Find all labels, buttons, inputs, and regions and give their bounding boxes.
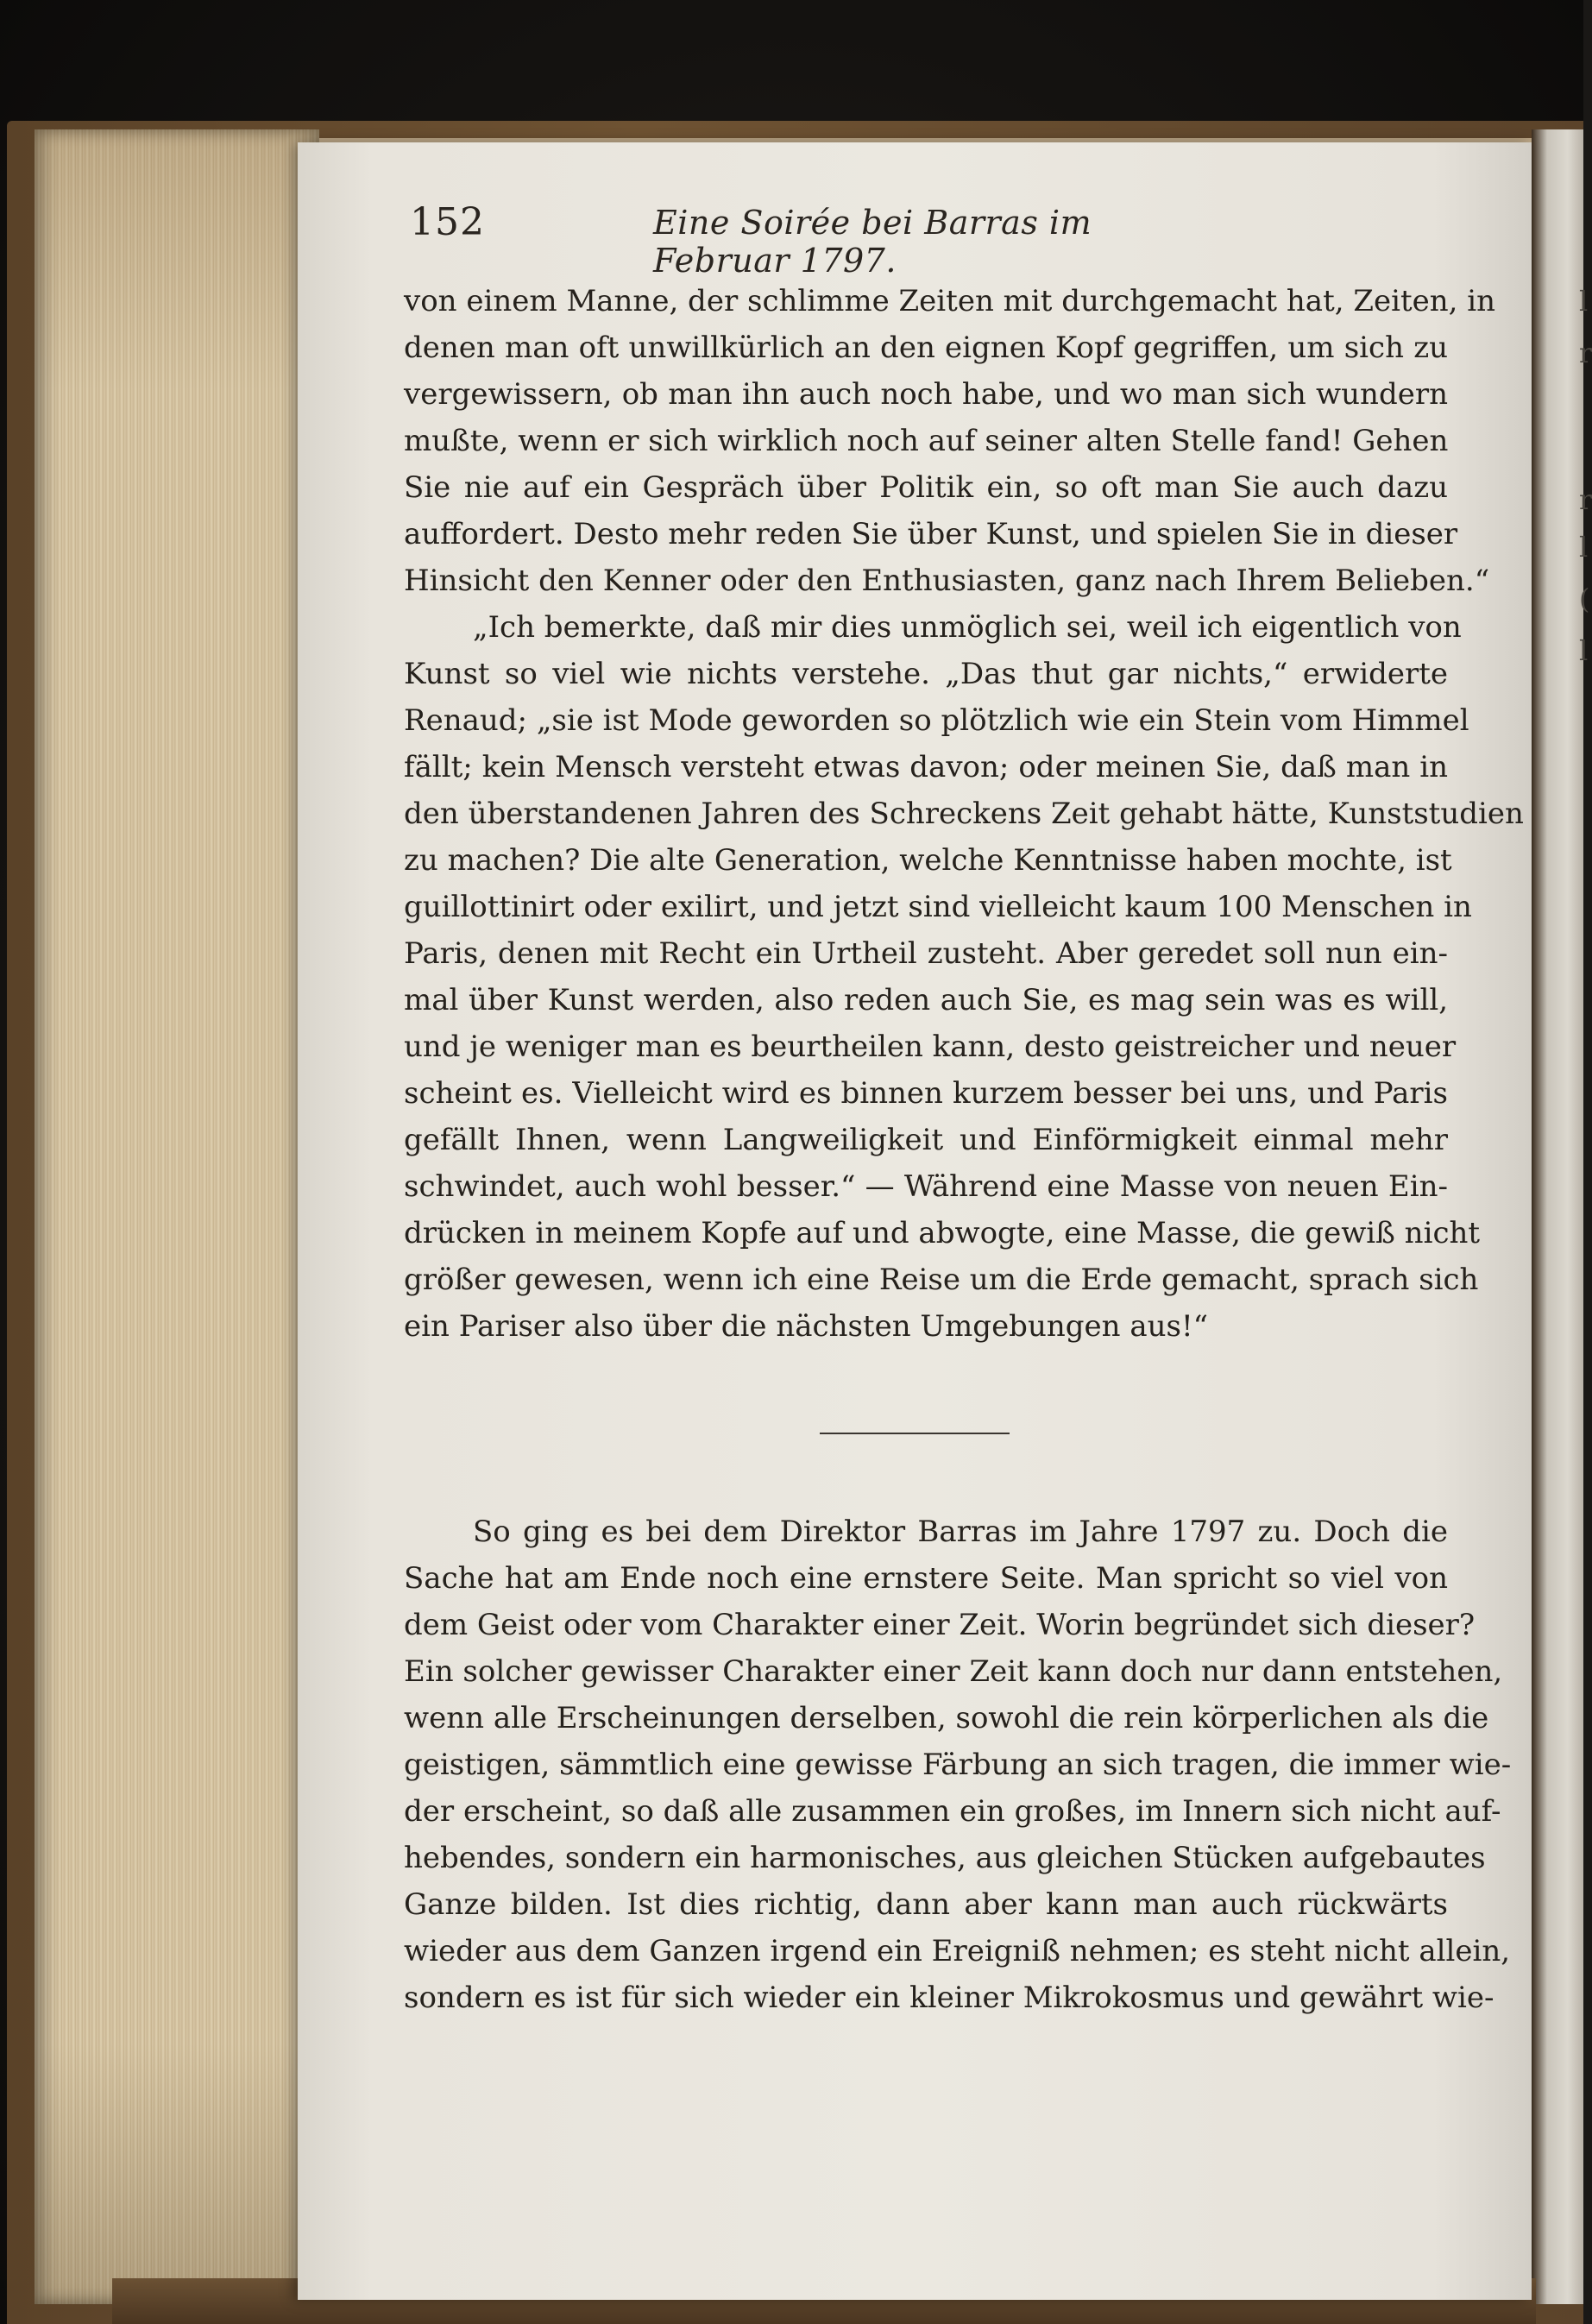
page-number: 152 xyxy=(410,200,485,244)
text-line: drücken in meinem Kopfe auf und abwogte, eine Masse, die gewiß nicht xyxy=(404,1216,1481,1250)
text-line: Sie nie auf ein Gespräch über Politik ein, so oft man Sie auch dazu xyxy=(404,470,1448,505)
text-line: auffordert. Desto mehr reden Sie über Kunst, und spielen Sie in dieser xyxy=(404,517,1458,551)
text-line: Hinsicht den Kenner oder den Enthusiasten, ganz nach Ihrem Belieben.“ xyxy=(404,564,1490,598)
text-line: mußte, wenn er sich wirklich noch auf seiner alten Stelle fand! Gehen xyxy=(404,424,1449,458)
section-divider xyxy=(820,1433,1010,1434)
running-head: Eine Soirée bei Barras im Februar 1797. xyxy=(653,204,1092,280)
text-line: Sache hat am Ende noch eine ernstere Seite. Man spricht so viel von xyxy=(404,1561,1448,1596)
margin-glyph: l xyxy=(1579,285,1589,318)
text-line: Renaud; „sie ist Mode geworden so plötzlich wie ein Stein vom Himmel xyxy=(404,703,1469,738)
next-page-edge xyxy=(1532,129,1583,2304)
margin-glyph: r xyxy=(1579,337,1592,369)
page-header xyxy=(410,200,1217,280)
margin-glyph: r xyxy=(1579,483,1592,516)
text-line: dem Geist oder vom Charakter einer Zeit. Worin begründet sich dieser? xyxy=(404,1608,1476,1642)
page-edges-shade xyxy=(35,129,319,2304)
margin-glyph: l xyxy=(1579,634,1589,667)
text-line: geistigen, sämmtlich eine gewisse Färbung an sich tragen, die immer wie- xyxy=(404,1748,1512,1782)
text-line: mal über Kunst werden, also reden auch Sie, es mag sein was es will, xyxy=(404,983,1448,1017)
text-line: ein Pariser also über die nächsten Umgebungen aus!“ xyxy=(404,1309,1208,1344)
text-line: größer gewesen, wenn ich eine Reise um die Erde gemacht, sprach sich xyxy=(404,1263,1479,1297)
text-line: und je weniger man es beurtheilen kann, desto geistreicher und neuer xyxy=(404,1030,1457,1064)
text-line: denen man oft unwillkürlich an den eignen Kopf gegriffen, um sich zu xyxy=(404,331,1448,365)
text-line: Ganze bilden. Ist dies richtig, dann aber kann man auch rückwärts xyxy=(404,1887,1448,1922)
text-line: zu machen? Die alte Generation, welche Kenntnisse haben mochte, ist xyxy=(404,843,1452,878)
text-line: der erscheint, so daß alle zusammen ein großes, im Innern sich nicht auf- xyxy=(404,1794,1501,1829)
text-line: wenn alle Erscheinungen derselben, sowohl die rein körperlichen als die xyxy=(404,1701,1489,1735)
margin-glyph: ( xyxy=(1579,583,1590,615)
text-line: von einem Manne, der schlimme Zeiten mit durchgemacht hat, Zeiten, in xyxy=(404,284,1496,318)
paragraph-2 xyxy=(404,1508,1512,2021)
text-line: „Ich bemerkte, daß mir dies unmöglich sei, weil ich eigentlich von xyxy=(473,610,1462,645)
margin-glyph: l xyxy=(1579,531,1589,564)
paragraph-1 xyxy=(404,278,1524,1350)
text-line: vergewissern, ob man ihn auch noch habe, und wo man sich wundern xyxy=(404,377,1448,412)
text-line: sondern es ist für sich wieder ein kleiner Mikrokosmus und gewährt wie- xyxy=(404,1981,1494,2015)
text-line: So ging es bei dem Direktor Barras im Jahre 1797 zu. Doch die xyxy=(473,1515,1448,1549)
text-line: hebendes, sondern ein harmonisches, aus gleichen Stücken aufgebautes xyxy=(404,1841,1486,1875)
text-line: guillottinirt oder exilirt, und jetzt sind vielleicht kaum 100 Menschen in xyxy=(404,890,1472,924)
text-line: scheint es. Vielleicht wird es binnen kurzem besser bei uns, und Paris xyxy=(404,1076,1448,1111)
text-line: schwindet, auch wohl besser.“ — Während eine Masse von neuen Ein- xyxy=(404,1169,1448,1204)
text-line: den überstandenen Jahren des Schreckens Zeit gehabt hätte, Kunststudien xyxy=(404,797,1524,831)
text-line: wieder aus dem Ganzen irgend ein Ereigniß nehmen; es steht nicht allein, xyxy=(404,1934,1511,1968)
text-line: Ein solcher gewisser Charakter einer Zeit kann doch nur dann entstehen, xyxy=(404,1654,1503,1689)
text-line: Paris, denen mit Recht ein Urtheil zusteht. Aber geredet soll nun ein- xyxy=(404,936,1448,971)
text-line: fällt; kein Mensch versteht etwas davon; oder meinen Sie, daß man in xyxy=(404,750,1448,784)
text-line: gefällt Ihnen, wenn Langweiligkeit und Einförmigkeit einmal mehr xyxy=(404,1123,1448,1157)
text-line: Kunst so viel wie nichts verstehe. „Das thut gar nichts,“ erwiderte xyxy=(404,657,1448,691)
